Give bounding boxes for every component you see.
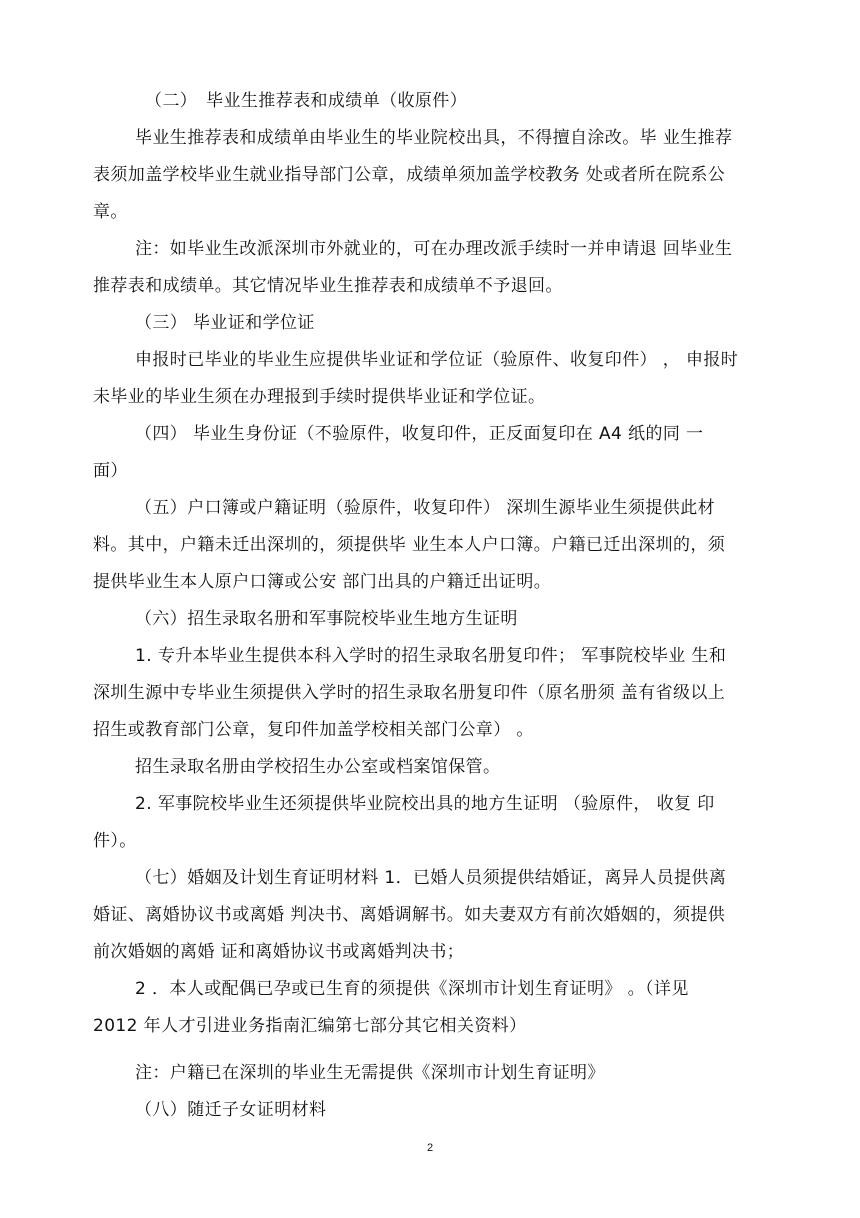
paragraph-line: 招生录取名册由学校招生办公室或档案馆保管。	[135, 757, 501, 777]
paragraph-line: 申报时已毕业的毕业生应提供毕业证和学位证（验原件、收复印件） ， 申报时	[135, 350, 739, 370]
section-heading-4: （四） 毕业生身份证（不验原件，收复印件，正反面复印在 A4 纸的同 一	[135, 424, 704, 444]
section-heading-6: （六）招生录取名册和军事院校毕业生地方生证明	[135, 609, 518, 629]
paragraph-line: 毕业生推荐表和成绩单由毕业生的毕业院校出具，不得擅自涂改。毕 业生推荐	[135, 128, 733, 148]
paragraph-line: 提供毕业生本人原户口簿或公安 部门出具的户籍迁出证明。	[93, 572, 552, 592]
paragraph-line: 章。	[93, 202, 128, 222]
note-line: 注：如毕业生改派深圳市外就业的，可在办理改派手续时一并申请退 回毕业生	[135, 239, 733, 259]
paragraph-line: 深圳生源中专毕业生须提供入学时的招生录取名册复印件（原名册须 盖有省级以上	[93, 683, 726, 703]
paragraph-line: 前次婚姻的离婚 证和离婚协议书或离婚判决书；	[93, 942, 465, 962]
paragraph-line: 婚证、离婚协议书或离婚 判决书、离婚调解书。如夫妻双方有前次婚姻的，须提供	[93, 905, 726, 925]
paragraph-line: 表须加盖学校毕业生就业指导部门公章，成绩单须加盖学校教务 处或者所在院系公	[93, 165, 726, 185]
section-heading-2: （二） 毕业生推荐表和成绩单（收原件）	[145, 91, 468, 111]
paragraph-line: 面）	[93, 461, 128, 481]
paragraph-line: 1. 专升本毕业生提供本科入学时的招生录取名册复印件； 军事院校毕业 生和	[135, 646, 727, 666]
paragraph-line: 料。其中，户籍未迁出深圳的，须提供毕 业生本人户口簿。户籍已迁出深圳的，须	[93, 535, 726, 555]
page-number: 2	[426, 1142, 434, 1154]
paragraph-line: 未毕业的毕业生须在办理报到手续时提供毕业证和学位证。	[93, 387, 546, 407]
section-heading-8: （八）随迁子女证明材料	[135, 1100, 327, 1120]
paragraph-line: 件）。	[93, 831, 137, 851]
section-heading-7: （七）婚姻及计划生育证明材料 1．已婚人员须提供结婚证，离异人员提供离	[135, 868, 727, 888]
section-heading-5: （五）户口簿或户籍证明（验原件，收复印件） 深圳生源毕业生须提供此材	[135, 498, 716, 518]
paragraph-line: 招生或教育部门公章，复印件加盖学校相关部门公章） 。	[93, 720, 534, 740]
paragraph-line: 2012 年人才引进业务指南汇编第七部分其它相关资料）	[93, 1016, 527, 1036]
paragraph-line: 2 ．本人或配偶已孕或已生育的须提供《深圳市计划生育证明》 。（详见	[135, 979, 689, 999]
section-heading-3: （三） 毕业证和学位证	[135, 313, 315, 333]
paragraph-line: 2. 军事院校毕业生还须提供毕业院校出具的地方生证明 （验原件， 收复 印	[135, 794, 715, 814]
note-line: 注：户籍已在深圳的毕业生无需提供《深圳市计划生育证明》	[135, 1063, 605, 1083]
note-line: 推荐表和成绩单。其它情况毕业生推荐表和成绩单不予退回。	[93, 276, 563, 296]
